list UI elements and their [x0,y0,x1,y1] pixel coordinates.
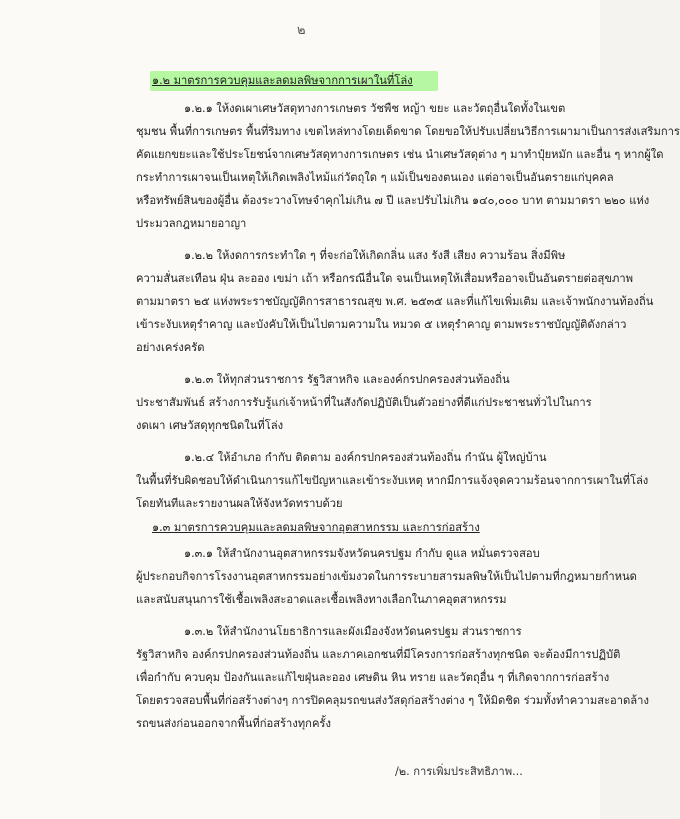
paragraph-line: ประชาสัมพันธ์ สร้างการรับรู้แก่เจ้าหน้าที่ในสังกัดปฏิบัติเป็นตัวอย่างที่ดีแก่ประชาชนทั่วไปในการ [136,396,592,409]
paragraph-line: ๑.๒.๔ ให้อำเภอ กำกับ ติดตาม องค์กรปกครองส่วนท้องถิ่น กำนัน ผู้ใหญ่บ้าน [184,451,547,464]
paragraph-line: รัฐวิสาหกิจ องค์กรปกครองส่วนท้องถิ่น และภาคเอกชนที่มีโครงการก่อสร้างทุกชนิด จะต้องมีการปฏิบัติ [136,648,621,661]
paragraph-line: ในพื้นที่รับผิดชอบให้ดำเนินการแก้ไขปัญหาและเข้าระงับเหตุ หากมีการแจ้งจุดความร้อนจากการเผาในที่โล่ง [136,474,649,487]
paragraph-line: ตามมาตรา ๒๕ แห่งพระราชบัญญัติการสาธารณสุข พ.ศ. ๒๕๓๕ และที่แก้ไขเพิ่มเติม และเจ้าพนักงานท้องถิ่น [136,295,654,308]
paragraph-line: เพื่อกำกับ ควบคุม ป้องกันและแก้ไขฝุ่นละออง เศษดิน หิน ทราย และวัตถุอื่น ๆ ที่เกิดจากการก่อสร้าง [136,671,610,684]
continuation-note: /๒. การเพิ่มประสิทธิภาพ... [395,765,523,778]
paragraph-line: ชุมชน พื้นที่การเกษตร พื้นที่ริมทาง เขตไหล่ทางโดยเด็ดขาด โดยขอให้ปรับเปลี่ยนวิธีการเผามาเป็นการส่งเสริมการ [136,125,680,138]
paragraph-line: คัดแยกขยะและใช้ประโยชน์จากเศษวัสดุทางการเกษตร เช่น นำเศษวัสดุต่าง ๆ มาทำปุ๋ยหมัก และอื่น ๆ หากผู้ใด [136,148,664,161]
paragraph-line: ๑.๒.๒ ให้งดการกระทำใด ๆ ที่จะก่อให้เกิดกลิ่น แสง รังสี เสียง ความร้อน สิ่งมีพิษ [184,249,566,262]
paragraph-line: ๑.๒.๑ ให้งดเผาเศษวัสดุทางการเกษตร วัชพืช หญ้า ขยะ และวัตถุอื่นใดทั้งในเขต [184,102,566,115]
paragraph-line: เข้าระงับเหตุรำคาญ และบังคับให้เป็นไปตามความใน หมวด ๕ เหตุรำคาญ ตามพระราชบัญญัติดังกล่าว [136,318,627,331]
paragraph-line: โดยตรวจสอบพื้นที่ก่อสร้างต่างๆ การปิดคลุมรถขนส่งวัสดุก่อสร้างต่าง ๆ ให้มิดชิด ร่วมทั้งทำความสะอาดล้าง [136,694,649,707]
paragraph-line: ประมวลกฎหมายอาญา [136,217,247,230]
paragraph-line: และสนับสนุนการใช้เชื้อเพลิงสะอาดและเชื้อเพลิงทางเลือกในภาคอุตสาหกรรม [136,593,507,606]
paragraph-line: โดยทันทีและรายงานผลให้จังหวัดทราบด้วย [136,497,343,510]
section-1-3-heading: ๑.๓ มาตรการควบคุมและลดมลพิษจากอุตสาหกรรม และการก่อสร้าง [152,521,480,534]
paragraph-line: รถขนส่งก่อนออกจากพื้นที่ก่อสร้างทุกครั้ง [136,717,331,730]
paragraph-line: ๑.๓.๒ ให้สำนักงานโยธาธิการและผังเมืองจังหวัดนครปฐม ส่วนราชการ [184,625,522,638]
page-number: ๒ [297,23,306,38]
paragraph-line: ผู้ประกอบกิจการโรงงานอุตสาหกรรมอย่างเข้มงวดในการระบายสารมลพิษให้เป็นไปตามที่กฎหมายกำหนด [136,570,637,583]
section-1-2-heading: ๑.๒ มาตรการควบคุมและลดมลพิษจากการเผาในที่โล่ง [152,74,413,87]
paragraph-line: ๑.๒.๓ ให้ทุกส่วนราชการ รัฐวิสาหกิจ และองค์กรปกครองส่วนท้องถิ่น [184,373,510,386]
paragraph-line: ความสั่นสะเทือน ฝุ่น ละออง เขม่า เถ้า หรือกรณีอื่นใด จนเป็นเหตุให้เสื่อมหรืออาจเป็นอันตรายต่อสุขภาพ [136,272,633,285]
paragraph-line: กระทำการเผาจนเป็นเหตุให้เกิดเพลิงไหม้แก่วัตถุใด ๆ แม้เป็นของตนเอง แต่อาจเป็นอันตรายแก่บุคคล [136,171,614,184]
paragraph-line: ๑.๓.๑ ให้สำนักงานอุตสาหกรรมจังหวัดนครปฐม กำกับ ดูแล หมั่นตรวจสอบ [184,547,540,560]
paragraph-line: งดเผา เศษวัสดุทุกชนิดในที่โล่ง [136,419,284,432]
paragraph-line: อย่างเคร่งครัด [136,341,205,354]
paragraph-line: หรือทรัพย์สินของผู้อื่น ต้องระวางโทษจำคุกไม่เกิน ๗ ปี และปรับไม่เกิน ๑๔๐,๐๐๐ บาท ตามมาตรา ๒๒๐ แห่ง [136,194,650,207]
